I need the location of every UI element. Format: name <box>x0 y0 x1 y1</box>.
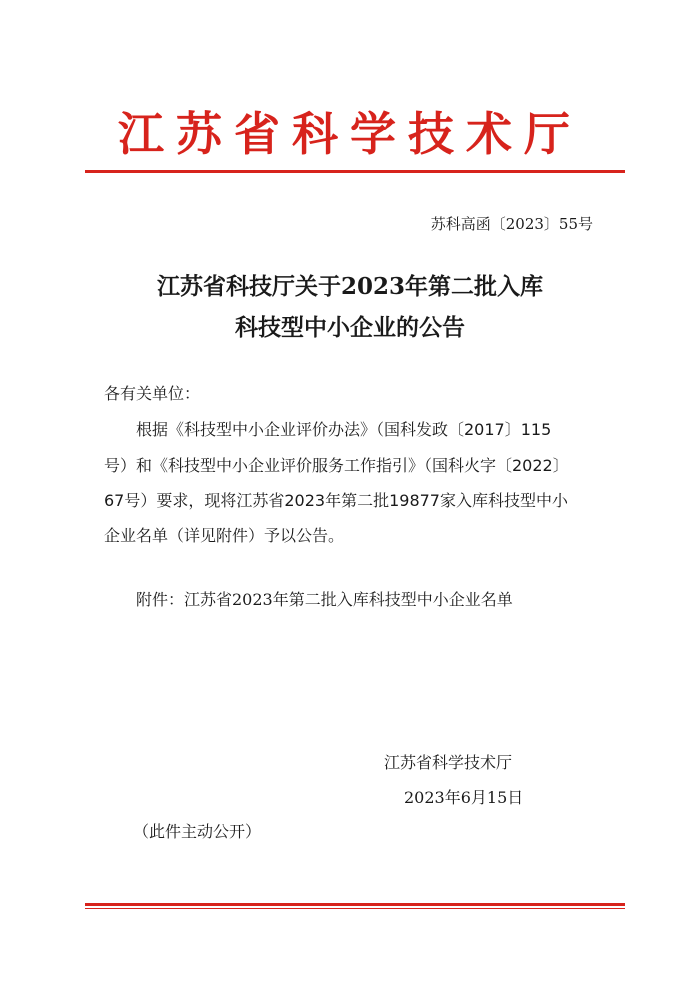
announcement-title-line-1: 江苏省科技厅关于2023年第二批入库 <box>156 273 543 300</box>
body-line-3: 67号）要求，现将江苏省2023年第二批19877家入库科技型中小 <box>104 491 568 510</box>
issuer-signature: 江苏省科学技术厅 <box>384 753 513 772</box>
disclosure-note: （此件主动公开） <box>133 822 262 841</box>
masthead-red-rule <box>85 170 625 173</box>
masthead-title: 江苏省科学技术厅 <box>118 107 582 161</box>
announcement-title-line-2: 科技型中小企业的公告 <box>235 314 465 341</box>
attachment-line: 附件：江苏省2023年第二批入库科技型中小企业名单 <box>136 590 513 609</box>
body-line-4: 企业名单（详见附件）予以公告。 <box>104 526 345 545</box>
body-line-2: 号）和《科技型中小企业评价服务工作指引》（国科火字〔2022〕 <box>104 456 569 475</box>
issue-date: 2023年6月15日 <box>404 788 524 807</box>
document-number: 苏科高函〔2023〕55号 <box>430 215 593 233</box>
body-line-1: 根据《科技型中小企业评价办法》（国科发政〔2017〕115 <box>136 420 552 439</box>
footer-red-rule-thick <box>85 903 625 906</box>
salutation: 各有关单位： <box>104 384 201 403</box>
footer-red-rule-thin <box>85 908 625 909</box>
